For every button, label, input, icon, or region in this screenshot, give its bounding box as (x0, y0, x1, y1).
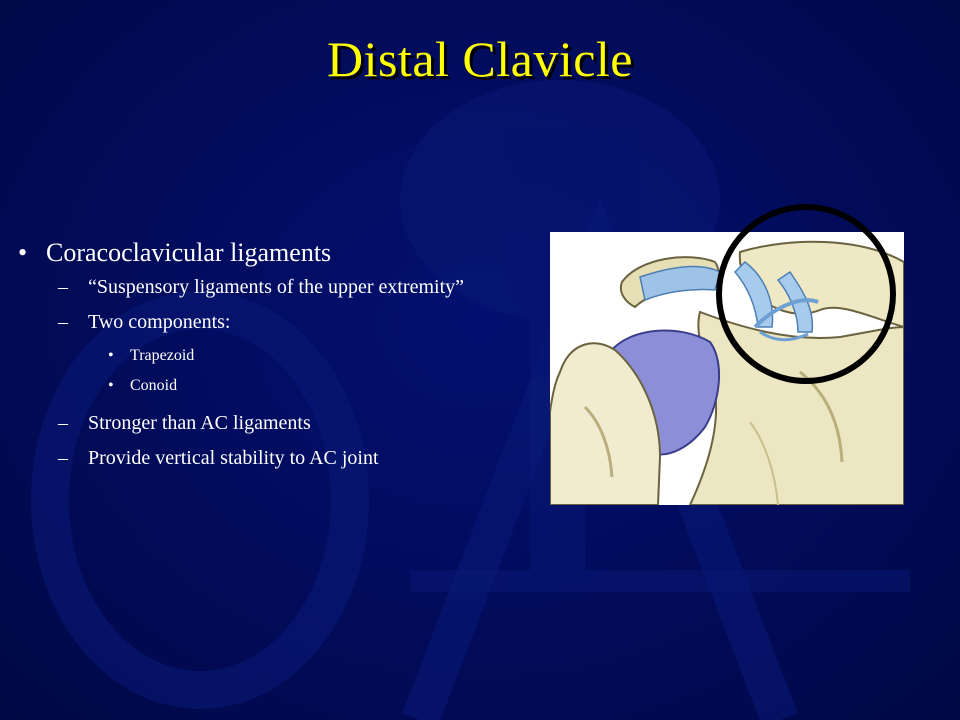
dash-icon: – (58, 447, 68, 469)
sub-bullet-item (18, 311, 488, 333)
dash-icon: – (58, 412, 68, 434)
component-text: Trapezoid (130, 347, 195, 364)
bullet-icon: • (108, 377, 114, 394)
sub-bullet-text: Two components: (88, 311, 231, 333)
main-bullet-text: Coracoclavicular ligaments (46, 238, 332, 267)
bullet-icon: • (18, 238, 28, 267)
component-item (18, 346, 488, 366)
sub-bullet-item (18, 276, 488, 298)
dash-icon: – (58, 276, 68, 298)
slide-title: Distal Clavicle (326, 31, 634, 87)
sub-bullet-text: Stronger than AC ligaments (88, 412, 311, 434)
sub-bullet-text: Provide vertical stability to AC joint (88, 447, 379, 469)
component-text: Conoid (130, 377, 178, 394)
main-bullet-item (18, 236, 488, 270)
component-item (18, 376, 488, 396)
sub-bullet-item (18, 447, 488, 469)
shoulder-anatomy-illustration (550, 232, 904, 505)
dash-icon: – (58, 311, 68, 333)
bullet-list (18, 236, 488, 482)
bullet-icon: • (108, 347, 114, 364)
sub-bullet-text: “Suspensory ligaments of the upper extremity” (88, 276, 465, 298)
sub-bullet-item (18, 412, 488, 434)
